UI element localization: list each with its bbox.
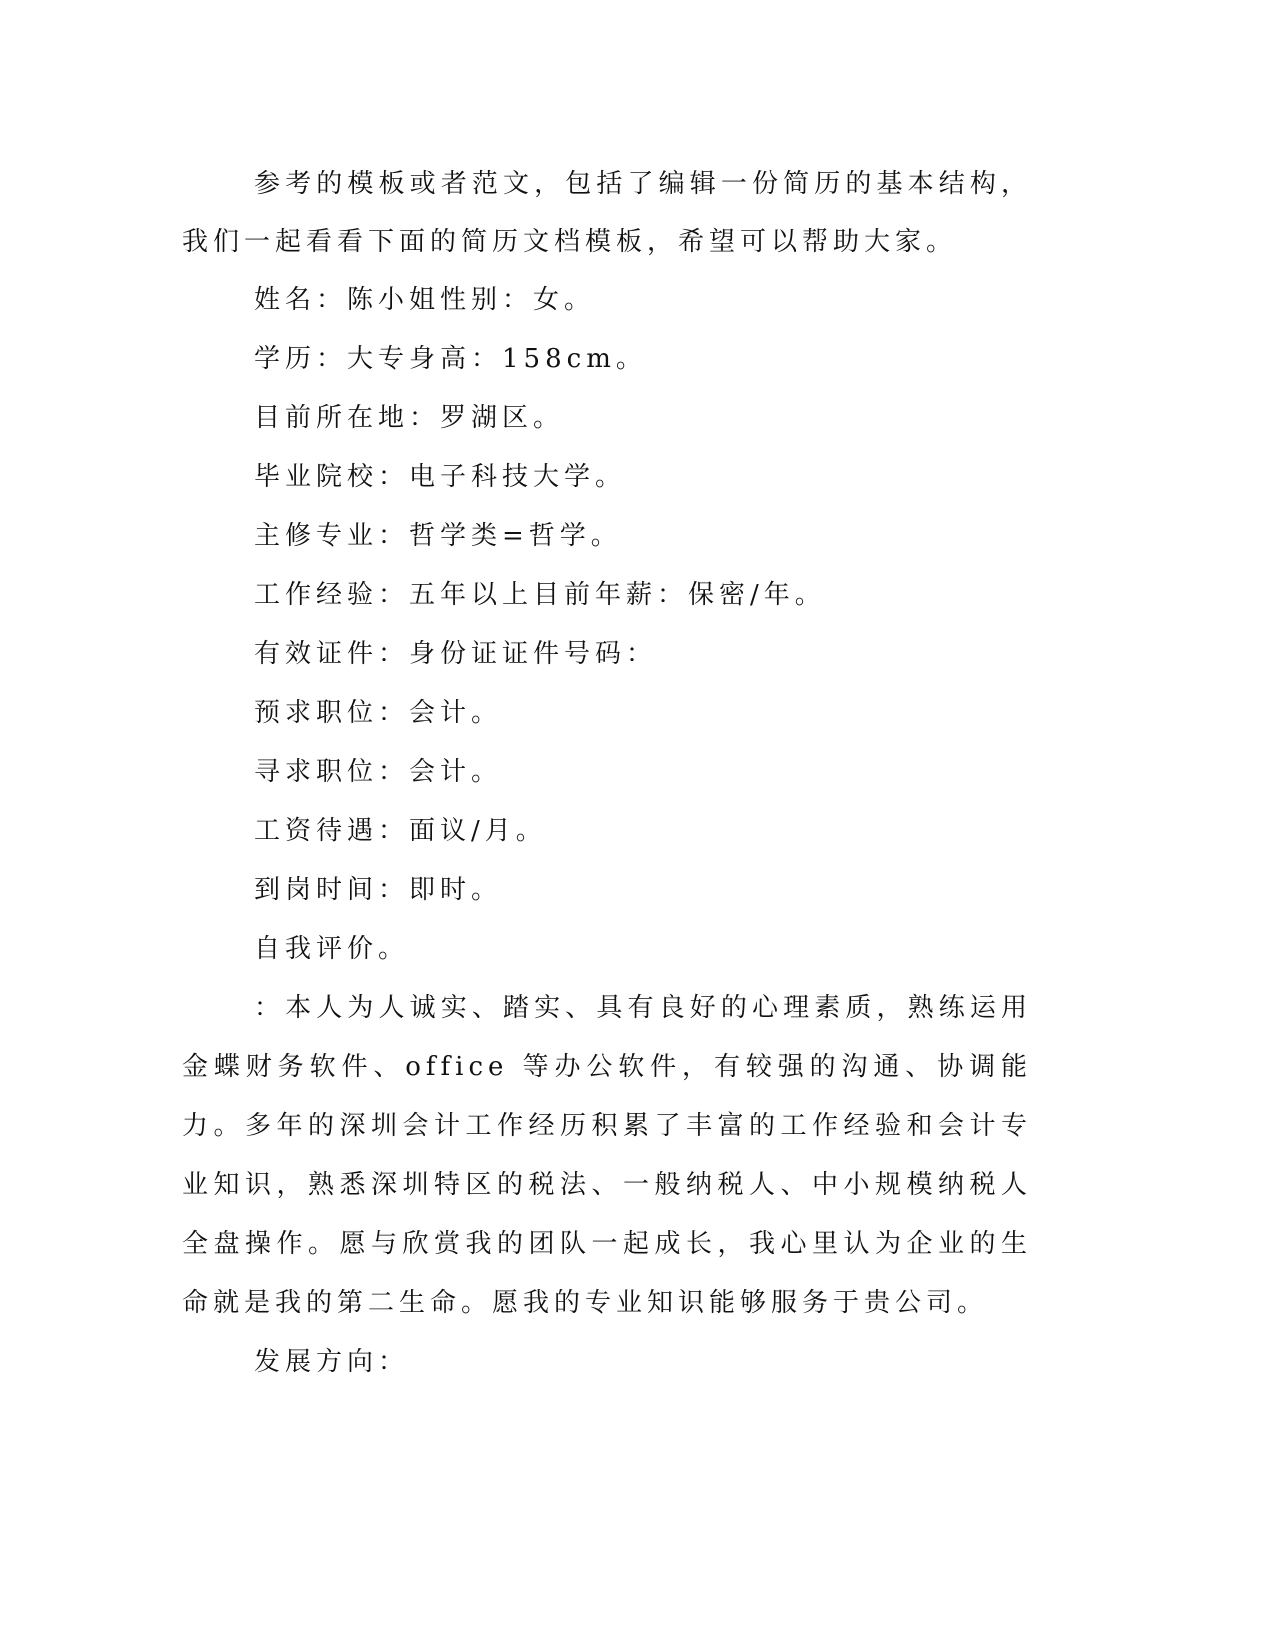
development-direction-heading: 发展方向： [254,1347,410,1377]
intro-paragraph: 参考的模板或者范文，包括了编辑一份简历的基本结构，我们一起看看下面的简历文档模板，希望可以帮助大家。 [182,169,1032,257]
self-evaluation-heading: 自我评价。 [254,934,410,964]
field-location: 目前所在地：罗湖区。 [254,403,565,433]
field-id-document: 有效证件：身份证证件号码： [254,639,658,669]
document-text [182,155,1032,1392]
field-experience-salary: 工作经验：五年以上目前年薪：保密/年。 [254,580,826,610]
field-start-date: 到岗时间：即时。 [254,875,503,905]
field-salary: 工资待遇：面议/月。 [254,816,547,846]
field-name-gender: 姓名：陈小姐性别：女。 [254,285,596,315]
self-evaluation-paragraph: ：本人为人诚实、踏实、具有良好的心理素质，熟练运用金蝶财务软件、office 等办公软件，有较强的沟通、协调能力。多年的深圳会计工作经历积累了丰富的工作经验和会计专业知识，熟悉深圳特区的税法、一般纳税人、中小规模纳税人全盘操作。愿与欣赏我的团队一起成长，我心里认为企业的生命就是我的第二生命。愿我的专业知识能够服务于贵公司。 [182,993,1032,1318]
field-school: 毕业院校：电子科技大学。 [254,462,627,492]
field-education-height: 学历：大专身高：158cm。 [254,344,647,374]
field-major: 主修专业：哲学类=哲学。 [254,521,622,551]
field-expected-position: 预求职位：会计。 [254,698,503,728]
field-sought-position: 寻求职位：会计。 [254,757,503,787]
